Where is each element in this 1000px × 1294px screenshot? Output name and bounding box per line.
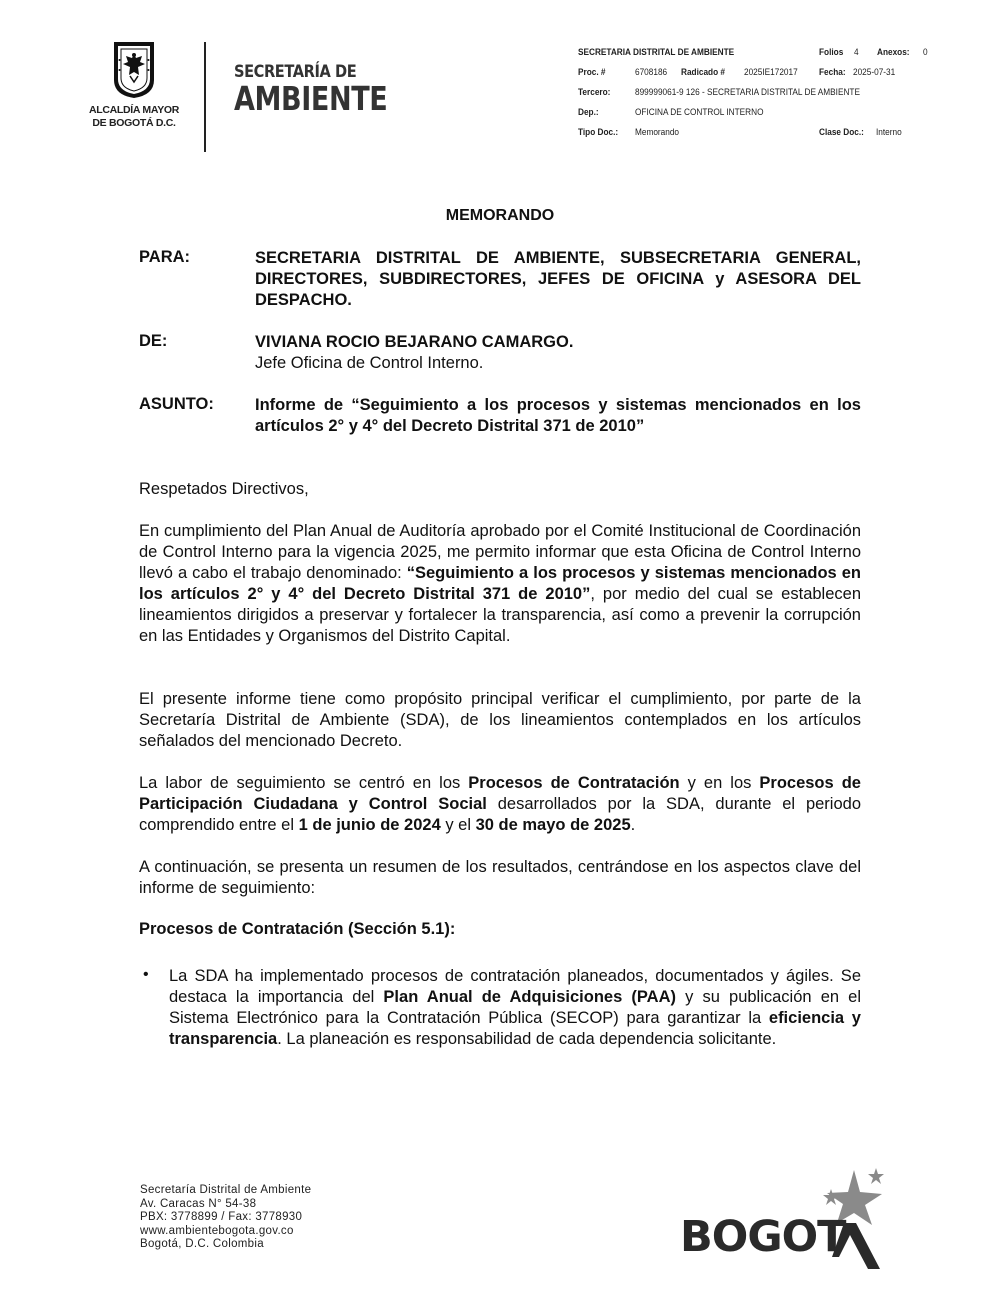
bullet-item-1 (169, 966, 861, 1050)
bullet-text: . La planeación es responsabilidad de cada dependencia solicitante. (277, 1030, 777, 1048)
stamp-entity: SECRETARIA DISTRITAL DE AMBIENTE (578, 46, 735, 57)
proc-value: 6708186 (635, 66, 668, 77)
p3-bold-participacion: Procesos de Participación Ciudadana y Control Social (139, 774, 861, 813)
secretaria-logo (234, 62, 421, 116)
folios-label: Folios (819, 46, 844, 57)
alcaldia-text-line1: ALCALDÍA MAYOR (88, 104, 180, 116)
clase-doc-value: Interno (876, 126, 902, 137)
p3-text: desarrollados por la SDA, durante el periodo comprendido entre el (139, 795, 862, 834)
p3-bold-start-date: 1 de junio de 2024 (298, 816, 441, 834)
paragraph-3 (139, 773, 861, 836)
dep-label: Dep.: (578, 106, 599, 117)
para-label: PARA: (139, 248, 191, 266)
para-value: SECRETARIA DISTRITAL DE AMBIENTE, SUBSECRETARIA GENERAL, DIRECTORES, SUBDIRECTORES, JEFES DE OFICINA y ASESORA DEL DESPACHO. (255, 249, 861, 309)
footer-line-website: www.ambientebogota.gov.co (140, 1224, 294, 1237)
paragraph-4: A continuación, se presenta un resumen de los resultados, centrándose en los aspectos clave del informe de seguimiento: (139, 858, 861, 897)
radicado-value: 2025IE172017 (744, 66, 798, 77)
alcaldia-text-line2: DE BOGOTÁ D.C. (92, 117, 176, 129)
secretaria-logo-line1: SECRETARÍA DE (234, 62, 357, 82)
radicado-stamp (578, 42, 938, 142)
p3-text: y en los (679, 774, 760, 792)
salutation: Respetados Directivos, (139, 480, 309, 498)
footer-line-phone: PBX: 3778899 / Fax: 3778930 (140, 1211, 303, 1224)
dep-value: OFICINA DE CONTROL INTERNO (635, 106, 764, 117)
coat-of-arms-icon (112, 40, 156, 100)
asunto-value: Informe de “Seguimiento a los procesos y sistemas mencionados en los artículos 2° y 4° del Decreto Distrital 371 de 2010” (255, 396, 861, 435)
bogota-logo (680, 1165, 885, 1270)
clase-doc-label: Clase Doc.: (819, 126, 864, 137)
footer-line-entity: Secretaría Distrital de Ambiente (140, 1184, 312, 1196)
alcaldia-logo (84, 40, 184, 130)
anexos-value: 0 (923, 46, 928, 57)
bullet-text: y su publicación en el Sistema Electrónico para la Contratación Pública (SECOP) para garantizar la (169, 988, 862, 1027)
de-name: VIVIANA ROCIO BEJARANO CAMARGO. (255, 333, 574, 351)
bullet-bold-eficiencia: eficiencia y transparencia (169, 1009, 861, 1048)
bogota-wordmark: BOGOT (680, 1212, 846, 1262)
p3-bold-end-date: 30 de mayo de 2025 (475, 816, 631, 834)
proc-label: Proc. # (578, 66, 606, 77)
fecha-value: 2025-07-31 (853, 66, 896, 77)
p1-text-end: , por medio del cual se establecen lineamientos dirigidos a preservar y fortalecer la transparencia, así como a prevenir la corrupción en las Entidades y Organismos del Distrito Capital. (139, 585, 861, 645)
secretaria-logo-line2: AMBIENTE (234, 79, 388, 118)
anexos-label: Anexos: (877, 46, 910, 57)
tercero-value: 899999061-9 126 - SECRETARIA DISTRITAL DE AMBIENTE (635, 86, 860, 97)
p3-bold-contratacion: Procesos de Contratación (468, 774, 680, 792)
bullet-icon: • (143, 966, 149, 983)
memo-title: MEMORANDO (445, 207, 555, 224)
tipo-doc-label: Tipo Doc.: (578, 126, 619, 137)
asunto-label: ASUNTO: (139, 395, 214, 413)
section-heading: Procesos de Contratación (Sección 5.1): (139, 920, 456, 938)
folios-value: 4 (854, 46, 859, 57)
logo-divider (204, 42, 206, 152)
p1-bold-title: “Seguimiento a los procesos y sistemas mencionados en los artículos 2° y 4° del Decreto Distrital 371 de 2010” (139, 564, 861, 603)
p3-text: . (630, 816, 636, 834)
de-label: DE: (139, 332, 168, 350)
footer-line-address: Av. Caracas N° 54-38 (140, 1197, 257, 1210)
tercero-label: Tercero: (578, 86, 611, 97)
footer-address (140, 1184, 311, 1252)
tipo-doc-value: Memorando (635, 126, 680, 137)
p3-text: La labor de seguimiento se centró en los (139, 774, 469, 792)
paragraph-2: El presente informe tiene como propósito principal verificar el cumplimiento, por parte de la Secretaría Distrital de Ambiente (SDA), de los lineamientos contemplados en los artículos señalados del mencionado Decreto. (139, 690, 861, 750)
footer-line-city: Bogotá, D.C. Colombia (140, 1238, 264, 1251)
p3-text: y el (440, 816, 476, 834)
radicado-label: Radicado # (681, 66, 726, 77)
bullet-text: La SDA ha implementado procesos de contratación planeados, documentados y ágiles. Se destaca la importancia del (169, 967, 861, 1006)
de-role: Jefe Oficina de Control Interno. (255, 354, 484, 372)
p1-text: En cumplimiento del Plan Anual de Auditoría aprobado por el Comité Institucional de Coordinación de Control Interno para la vigencia 2025, me permito informar que esta Oficina de Control Interno llevó a cabo el trabajo denominado: (139, 522, 861, 582)
paragraph-1 (139, 521, 861, 647)
bullet-bold-paa: Plan Anual de Adquisiciones (PAA) (383, 988, 676, 1006)
fecha-label: Fecha: (819, 66, 846, 77)
